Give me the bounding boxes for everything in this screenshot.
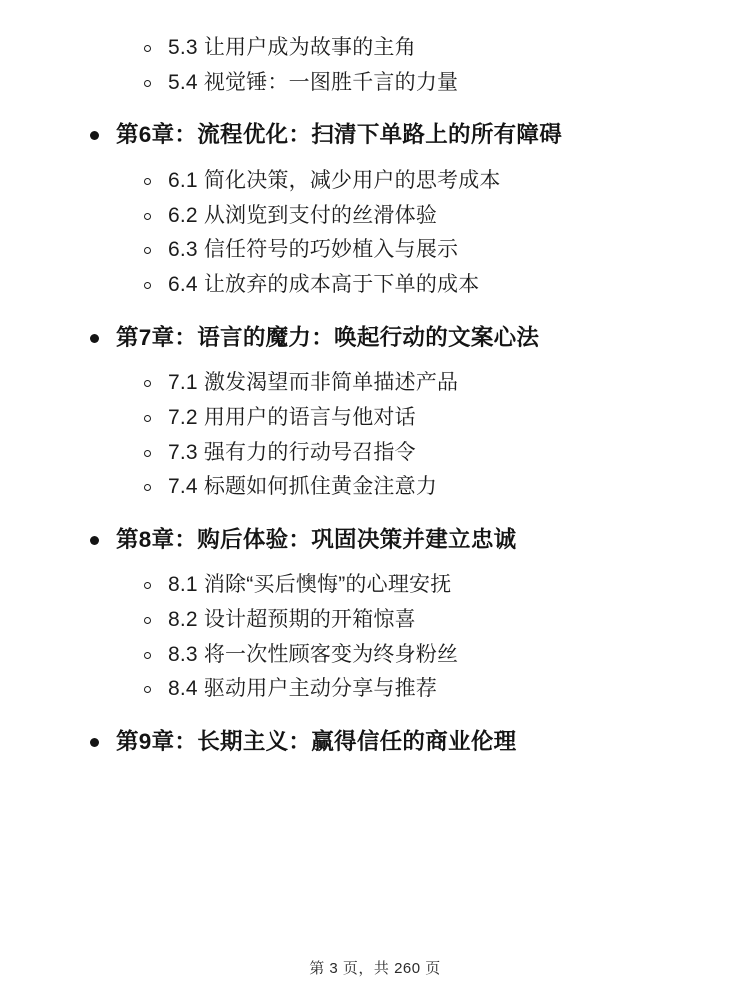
toc-section-item[interactable]	[46, 167, 704, 195]
toc-section-item[interactable]	[46, 641, 704, 669]
toc-section-label: 6.2 从浏览到支付的丝滑体验	[168, 203, 438, 227]
toc-section-item[interactable]	[46, 369, 704, 397]
toc-section-label: 8.3 将一次性顾客变为终身粉丝	[168, 642, 459, 666]
toc-chapter-item[interactable]	[46, 120, 704, 150]
toc-section-item[interactable]	[46, 571, 704, 599]
toc-section-item[interactable]	[46, 473, 704, 501]
toc-chapter-label: 第6章：流程优化：扫清下单路上的所有障碍	[116, 122, 563, 148]
hollow-bullet-icon	[144, 80, 151, 87]
toc-section-item[interactable]	[46, 404, 704, 432]
toc-section-label: 6.1 简化决策，减少用户的思考成本	[168, 168, 501, 192]
toc-group-continued	[46, 34, 704, 96]
filled-bullet-icon	[90, 334, 99, 343]
hollow-bullet-icon	[144, 45, 151, 52]
toc-section-label: 6.4 让放弃的成本高于下单的成本	[168, 272, 480, 296]
toc-chapter-item[interactable]	[46, 727, 704, 757]
toc-group-chapter-7	[46, 323, 704, 501]
toc-section-label: 6.3 信任符号的巧妙植入与展示	[168, 238, 459, 262]
toc-section-item[interactable]	[46, 69, 704, 97]
filled-bullet-icon	[90, 536, 99, 545]
toc-chapter-label: 第8章：购后体验：巩固决策并建立忠诚	[116, 526, 517, 552]
table-of-contents	[46, 34, 704, 758]
toc-section-item[interactable]	[46, 606, 704, 634]
toc-section-label: 7.2 用用户的语言与他对话	[168, 405, 416, 429]
hollow-bullet-icon	[144, 652, 151, 659]
toc-section-item[interactable]	[46, 271, 704, 299]
toc-section-item[interactable]	[46, 675, 704, 703]
hollow-bullet-icon	[144, 178, 151, 185]
toc-chapter-item[interactable]	[46, 525, 704, 555]
filled-bullet-icon	[90, 131, 99, 140]
toc-section-label: 7.4 标题如何抓住黄金注意力	[168, 475, 438, 499]
toc-section-label: 7.3 强有力的行动号召指令	[168, 440, 416, 464]
hollow-bullet-icon	[144, 213, 151, 220]
toc-section-label: 8.1 消除“买后懊悔”的心理安抚	[168, 573, 452, 597]
toc-section-label: 8.4 驱动用户主动分享与推荐	[168, 677, 438, 701]
toc-section-item[interactable]	[46, 202, 704, 230]
hollow-bullet-icon	[144, 484, 151, 491]
toc-section-label: 8.2 设计超预期的开箱惊喜	[168, 608, 416, 632]
hollow-bullet-icon	[144, 380, 151, 387]
page-number-label: 第 3 页，共 260 页	[309, 960, 441, 977]
toc-section-label: 7.1 激发渴望而非简单描述产品	[168, 371, 459, 395]
hollow-bullet-icon	[144, 617, 151, 624]
page-footer	[0, 957, 750, 978]
toc-chapter-item[interactable]	[46, 323, 704, 353]
toc-chapter-label: 第9章：长期主义：赢得信任的商业伦理	[116, 729, 517, 755]
hollow-bullet-icon	[144, 450, 151, 457]
hollow-bullet-icon	[144, 582, 151, 589]
hollow-bullet-icon	[144, 415, 151, 422]
toc-section-label: 5.3 让用户成为故事的主角	[168, 36, 416, 59]
toc-section-label: 5.4 视觉锤：一图胜千言的力量	[168, 70, 459, 94]
toc-section-item[interactable]	[46, 236, 704, 264]
hollow-bullet-icon	[144, 282, 151, 289]
hollow-bullet-icon	[144, 686, 151, 693]
toc-section-item[interactable]	[46, 34, 704, 62]
toc-group-chapter-6	[46, 120, 704, 298]
hollow-bullet-icon	[144, 247, 151, 254]
toc-chapter-label: 第7章：语言的魔力：唤起行动的文案心法	[116, 324, 540, 350]
filled-bullet-icon	[90, 738, 99, 747]
toc-group-chapter-8	[46, 525, 704, 703]
toc-section-item[interactable]	[46, 439, 704, 467]
toc-group-chapter-9	[46, 727, 704, 757]
